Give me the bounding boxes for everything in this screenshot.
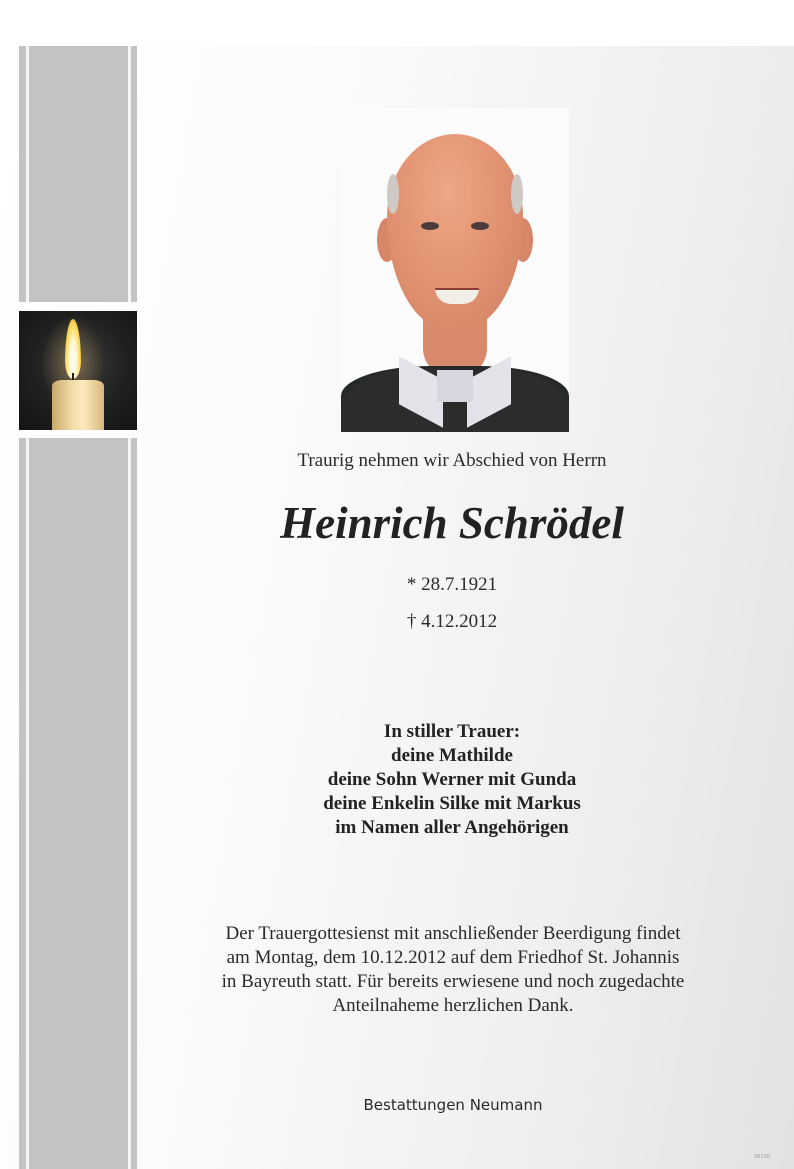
undertaker-name: Bestattungen Neumann: [363, 1096, 543, 1114]
service-line: Der Trauergottesienst mit anschließender Beerdigung findet: [225, 923, 681, 944]
mourners-line: In stiller Trauer:: [383, 721, 521, 742]
mourners-block: [137, 720, 767, 840]
mourners-line: deine Mathilde: [391, 745, 513, 766]
left-decorative-band-bottom: [19, 438, 137, 1169]
candle-image: [19, 311, 137, 430]
intro-text: Traurig nehmen wir Abschied von Herrn: [297, 450, 607, 471]
mourners-line: im Namen aller Angehörigen: [335, 817, 569, 838]
footer-code: 00130: [754, 1154, 770, 1160]
mourners-line: deine Sohn Werner mit Gunda: [327, 769, 577, 790]
candle-wax: [52, 380, 104, 430]
service-line: in Bayreuth statt. Für bereits erwiesene und noch zugedachte: [221, 971, 685, 992]
deceased-name: Heinrich Schrödel: [280, 498, 624, 548]
portrait-eye-right: [471, 222, 489, 230]
portrait-hair-left: [387, 174, 399, 214]
portrait-eye-left: [421, 222, 439, 230]
death-date: † 4.12.2012: [406, 611, 498, 632]
service-notice: [160, 922, 746, 1018]
mourners-line: deine Enkelin Silke mit Markus: [323, 793, 581, 814]
birth-date: * 28.7.1921: [406, 574, 498, 595]
portrait-photo: [341, 108, 569, 432]
service-line: Anteilnaheme herzlichen Dank.: [332, 995, 574, 1016]
service-line: am Montag, dem 10.12.2012 auf dem Friedhof St. Johannis: [226, 947, 680, 968]
left-decorative-band-top: [19, 46, 137, 302]
portrait-shirt: [437, 370, 473, 402]
portrait-hair-right: [511, 174, 523, 214]
